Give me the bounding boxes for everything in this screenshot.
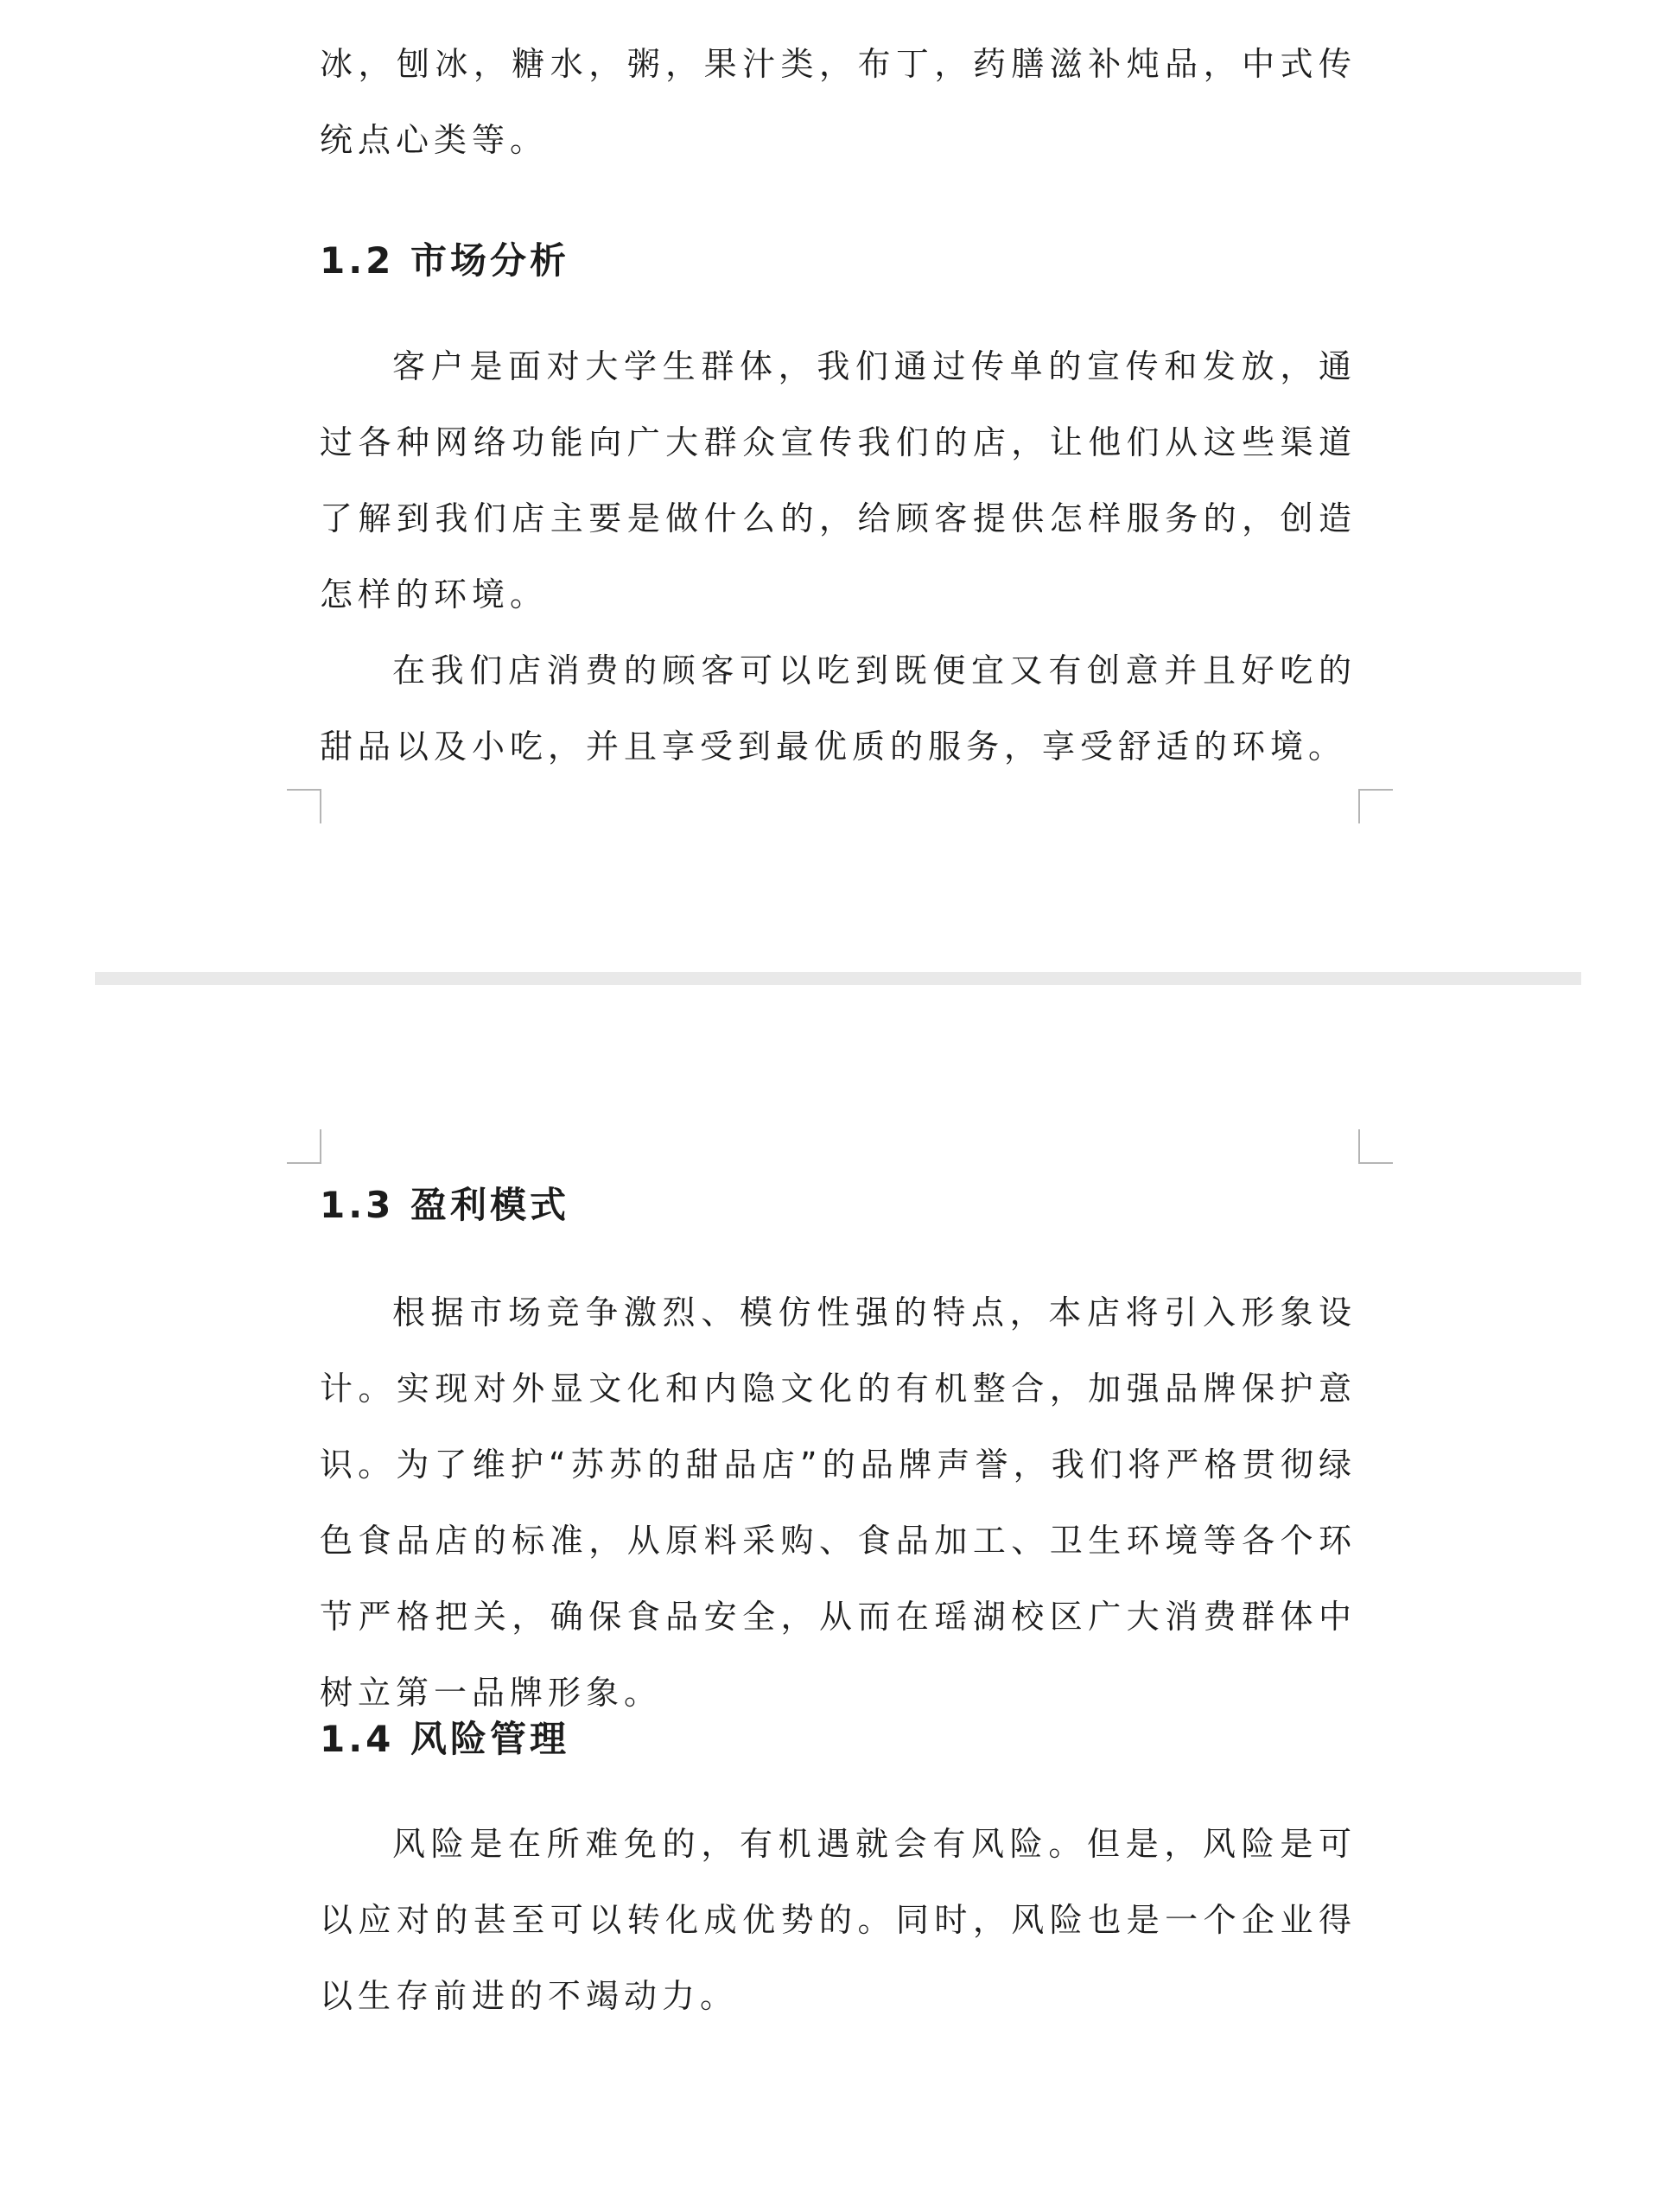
continued-paragraph: 冰，刨冰，糖水，粥，果汁类，布丁，药膳滋补炖品，中式传统点心类等。 <box>320 45 1357 159</box>
page-margin-corner-left-top <box>287 1129 321 1164</box>
section-1-3-body <box>320 1274 1357 1731</box>
section-heading-1-2: 1.2 市场分析 <box>320 239 570 282</box>
document-page-1 <box>0 0 1659 972</box>
page-separator <box>95 972 1581 985</box>
section-1-2-heading-block <box>320 235 1357 287</box>
section-1-4-body <box>320 1806 1357 2034</box>
page-margin-corner-right-top <box>1358 1129 1393 1164</box>
section-1-2-body <box>320 328 1357 785</box>
page-margin-corner-right <box>1358 789 1393 823</box>
continued-paragraph-block <box>320 26 1357 178</box>
paragraph-profit-model: 根据市场竞争激烈、模仿性强的特点，本店将引入形象设计。实现对外显文化和内隐文化的有机整合，加强品牌保护意识。为了维护“苏苏的甜品店”的品牌声誉，我们将严格贯彻绿色食品店的标准，从原料采购、食品加工、卫生环境等各个环节严格把关，确保食品安全，从而在瑶湖校区广大消费群体中树立第一品牌形象。 <box>320 1294 1357 1712</box>
paragraph-market-analysis-2: 在我们店消费的顾客可以吃到既便宜又有创意并且好吃的甜品以及小吃，并且享受到最优质的服务，享受舒适的环境。 <box>320 652 1357 766</box>
paragraph-market-analysis-1: 客户是面对大学生群体，我们通过传单的宣传和发放，通过各种网络功能向广大群众宣传我们的店，让他们从这些渠道了解到我们店主要是做什么的，给顾客提供怎样服务的，创造怎样的环境。 <box>320 347 1357 613</box>
page-margin-corner-left <box>287 789 321 823</box>
paragraph-risk-management: 风险是在所难免的，有机遇就会有风险。但是，风险是可以应对的甚至可以转化成优势的。同时，风险也是一个企业得以生存前进的不竭动力。 <box>320 1825 1357 2015</box>
section-heading-1-4: 1.4 风险管理 <box>320 1718 570 1760</box>
section-heading-1-3: 1.3 盈利模式 <box>320 1184 570 1226</box>
section-1-3-heading-block <box>320 1179 1357 1231</box>
section-1-4-heading-block <box>320 1713 1357 1765</box>
